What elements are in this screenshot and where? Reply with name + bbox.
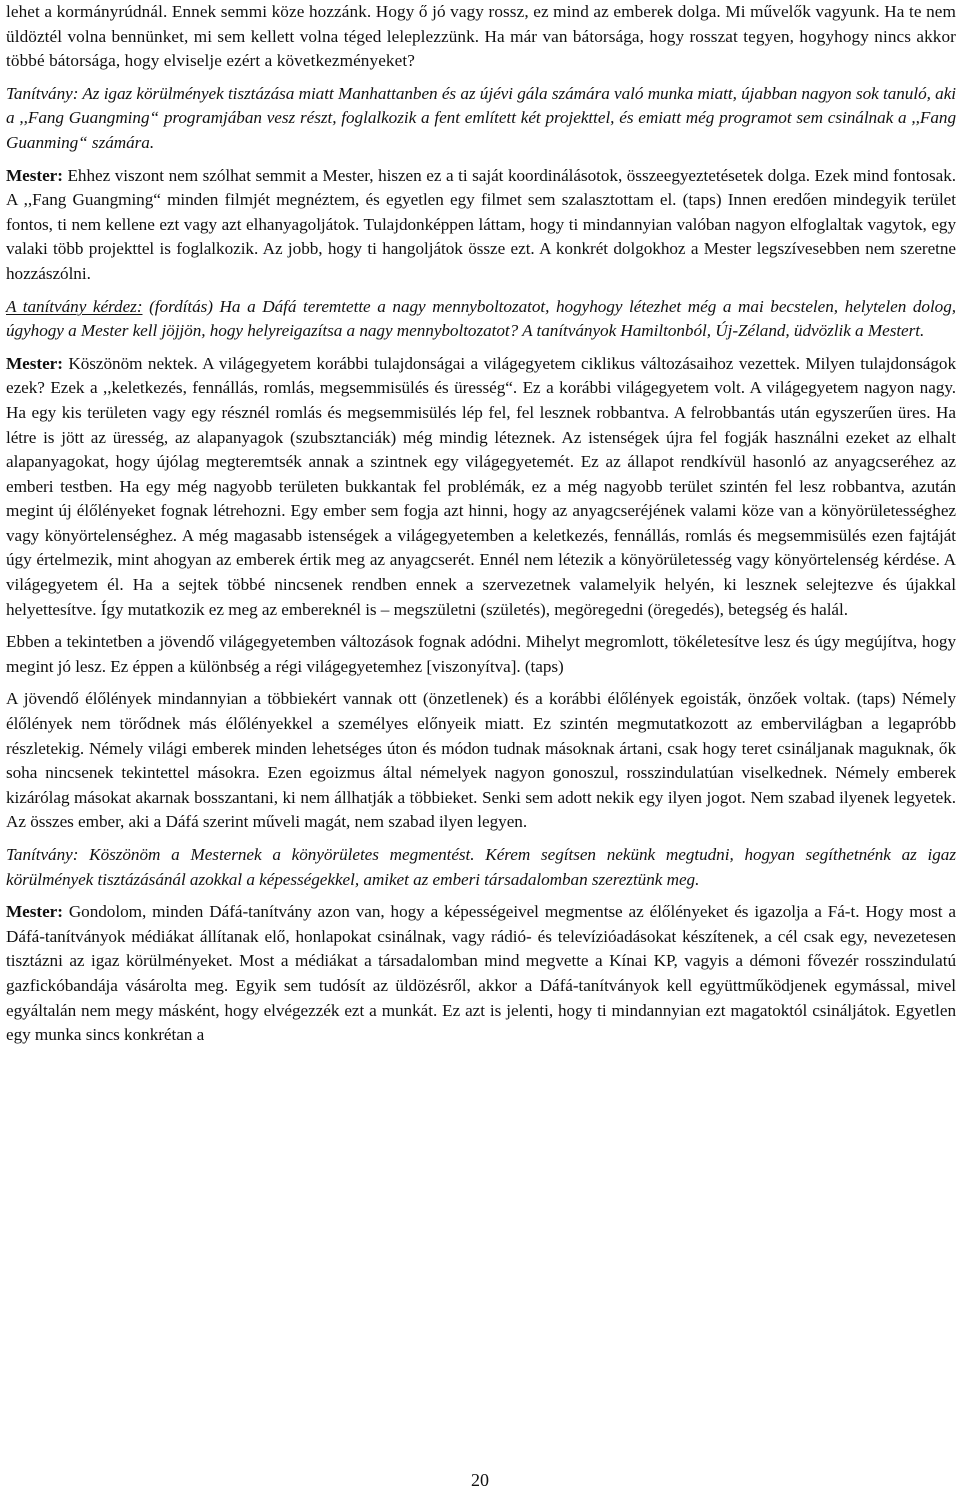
answer-paragraph-1 [6, 164, 956, 287]
paragraph-text: Ebben a tekintetben a jövendő világegyetemben változások fognak adódni. Mihelyt megromlott, tökéletesítve lesz és úgy megújítva, hogy megint jó lesz. Ez éppen a különbség a régi világegyetemhez [viszonyítva]. (taps) [6, 632, 956, 676]
question-text: (fordítás) Ha a Dáfá teremtette a nagy mennyboltozatot, hogyhogy létezhet még a mai becstelen, helytelen dolog, úgyhogy a Mester kell jöjjön, hogy helyreigazítsa a nagy mennyboltozatot? A tanítványok Hamiltonból, Új-Zéland, üdvözlik a Mestert. [6, 296, 957, 341]
question-paragraph-1 [6, 82, 956, 156]
paragraph-opening [6, 0, 956, 74]
paragraph-text: lehet a kormányrúdnál. Ennek semmi köze hozzánk. Hogy ő jó vagy rossz, ez mind az emberek dolga. Mi művelők vagyunk. Ha te nem üldöztél volna bennünket, mi sem kellett volna téged leleplezzünk. Ha már van bátorsága, hogy rosszat tegyen, hogyhogy nincs akkor többé bátorsága, hogy elviselje ezért a következményeket? [6, 2, 956, 71]
speaker-label: Mester: [6, 902, 63, 922]
speaker-label: Mester: [6, 165, 63, 185]
paragraph-future-beings [6, 687, 956, 835]
answer-text: Ehhez viszont nem szólhat semmit a Mester, hiszen ez a ti saját koordinálásotok, összeegyeztetésetek dolga. Ezek mind fontosak. A ,,Fang Guangming“ minden filmjét megnéztem, és egyetlen egy filmet sem szalasztottam el. (taps) Innen eredően mindegyik terület fontos, ti nem kellene ezt vagy azt elhanyagoljátok. Tulajdonképpen láttam, hogy ti mindannyian valóban nagyon elfoglaltak vagytok, egy valaki több projekttel is foglalkozik. Az jobb, hogy ti hangoljátok össze ezt. A konkrét dolgokhoz a Mester legszívesebben nem szeretne hozzászólni. [6, 165, 956, 283]
answer-paragraph-2 [6, 352, 956, 623]
answer-text: Köszönöm nektek. A világegyetem korábbi tulajdonságai a világegyetem ciklikus változásaihoz vezettek. Milyen tulajdonságok ezek? Ezek a ,,keletkezés, fennállás, romlás, megsemmisülés és üresség“. Ez a korábbi világegyetem volt. A világegyetem nagyon nagy. Ha egy kis területen vagy egy résznél romlás és megsemmisülés lép fel, fel lesznek robbantva. A felrobbantás után egyszerűen üres. Ha létre is jött az üresség, az alapanyagok (szubsztanciák) még mindig léteznek. Az istenségek újra fel fogják használni ezeket az elhalt alapanyagokat, hogy újólag megteremtsék annak a szintnek egy világegyetemét. Ez az állapot rendkívül hasonló az anyagcseréhez az emberi testben. Ha egy még nagyobb területen bukkantak fel problémák, ez a még nagyobb terület szintén fel lesz robbantva, azután megint új élőlényeket fognak létrehozni. Egy ember sem fogja azt hinni, hogy az anyagcseréjének valami köze van a könyörületességhez vagy könyörtelenséghez. A még magasabb istenségek a világegyetemben a keletkezés, fennállás, romlás és megsemmisülés ezen fajtáját úgy értelmezik, mint ahogyan az emberek értik meg az anyagcserét. Ennél nem létezik a könyörületesség vagy könyörtelenség kérdése. A világegyetem él. Ha a sejtek többé nincsenek rendben ennek a szervezetnek valamelyik helyén, ki lesznek selejtezve és újakkal helyettesítve. Így mutatkozik ez meg az embereknél is – megszületni (születés), megöregedni (öregedés), betegség és halál. [6, 353, 956, 619]
answer-paragraph-3 [6, 900, 956, 1048]
question-paragraph-3 [6, 843, 956, 892]
question-label: A tanítvány kérdez: [6, 296, 143, 316]
paragraph-text: A jövendő élőlények mindannyian a többiekért vannak ott (önzetlenek) és a korábbi élőlények egoisták, önzőek voltak. (taps) Némely élőlények nem törődnek más élőlényekkel a személyes előnyeik miatt. Ez szintén megmutatkozott az embervilágban a legapróbb részletekig. Némely világi emberek minden lehetséges úton és módon tudnak másoknak ártani, csak hogy teret csinálјanak maguknak, ők soha nincsenek tekintettel másokra. Ezen egoizmus által némelyek nagyon gonoszul, rosszindulatúan viselkednek. Némely emberek kizárólag másokat akarnak bosszantani, ki nem állhatják a többieket. Senki sem adott nekik egy ilyen jogot. Nem szabad ilyenek legyetek. Az összes ember, aki a Dáfá szerint műveli magát, nem szabad ilyen legyen. [6, 689, 956, 832]
page-number: 20 [471, 1470, 489, 1490]
document-body [6, 0, 956, 1048]
question-text: Tanítvány: Az igaz körülmények tisztázása miatt Manhattanben és az újévi gála számára való munka miatt, újabban nagyon sok tanuló, aki a ,,Fang Guangming“ programjában vesz részt, foglalkozik a fent említett két projekttel, és emiatt még programot sem csinálnak a ,,Fang Guanming“ számára. [6, 83, 956, 152]
answer-text: Gondolom, minden Dáfá-tanítvány azon van, hogy a képességeivel megmentse az élőlényeket és igazolja a Fá-t. Hogy most a Dáfá-tanítványok médiákat állítanak elő, honlapokat csinálnak, vagy rádió- és televízióadásokat készítenek, a cél csak egy, nevezetesen tisztázni az igaz körülményeket. Most a médiákat a társadalomban mind megvette a Kínai KP, vagyis a démoni fővezér rosszindulatú gazfickóbandája vásárolta meg. Egyik sem tudósít az üldözésről, akkor a Dáfá-tanítványok kell együttműködjenek egymással, mivel egyáltalán nem megy másként, hogy elvégezzék ezt a munkát. Ez azt is jelenti, hogy ti mindannyian ezt magatoktól csináljátok. Egyetlen egy munka sincs konkrétan a [6, 902, 956, 1045]
question-paragraph-2 [6, 295, 956, 344]
question-text: Tanítvány: Köszönöm a Mesternek a könyörületes megmentést. Kérem segítsen nekünk megtudni, hogyan segíthetnénk az igaz körülmények tisztázásánál azokkal a képességekkel, amiket az emberi társadalomban szereztünk meg. [6, 845, 956, 889]
paragraph-universe-renewal [6, 630, 956, 679]
speaker-label: Mester: [6, 353, 63, 373]
